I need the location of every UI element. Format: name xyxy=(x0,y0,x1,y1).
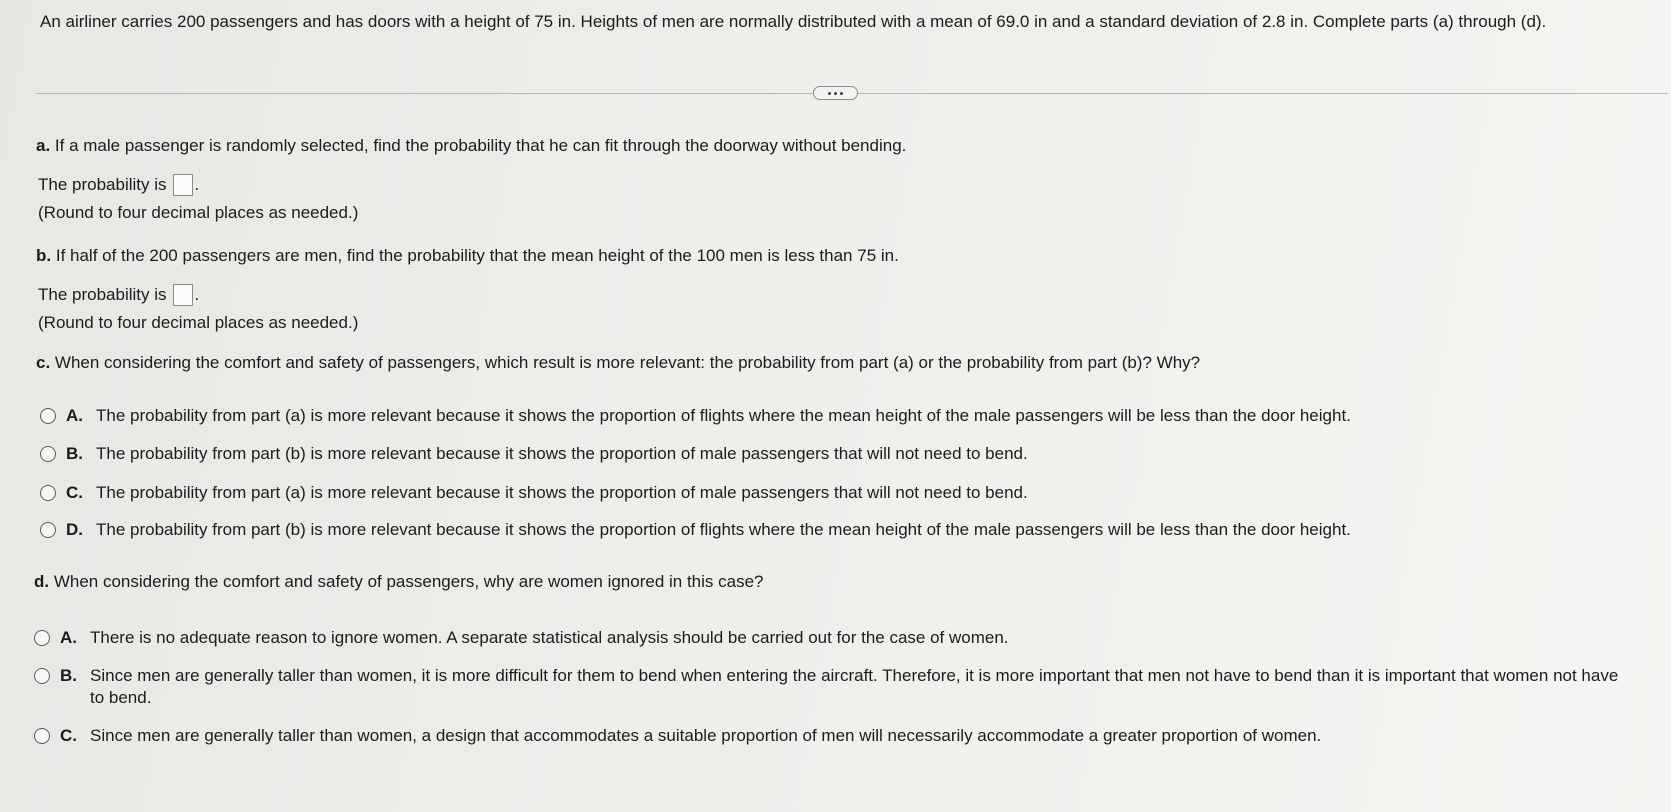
option-letter: C. xyxy=(60,726,77,745)
radio-button[interactable] xyxy=(34,630,50,646)
option-text: The probability from part (a) is more relevant because it shows the proportion of flights where the mean height of the male passengers will be less than the door height. xyxy=(96,406,1351,425)
option-text: Since men are generally taller than women, a design that accommodates a suitable proportion of men will necessarily accommodate a greater proportion of women. xyxy=(90,726,1322,745)
part-c-option-d[interactable] xyxy=(40,519,1600,541)
part-c-option-a[interactable] xyxy=(40,405,1600,427)
option-text: The probability from part (b) is more relevant because it shows the proportion of flights where the mean height of the male passengers will be less than the door height. xyxy=(96,520,1351,539)
part-b-answer-prefix: The probability is xyxy=(38,285,167,304)
dot-icon xyxy=(834,92,837,95)
radio-button[interactable] xyxy=(40,408,56,424)
option-letter: A. xyxy=(60,628,77,647)
option-letter: B. xyxy=(60,666,77,685)
part-d-question xyxy=(34,571,764,593)
option-letter: B. xyxy=(66,444,83,463)
part-b-question-text: If half of the 200 passengers are men, find the probability that the mean height of the 100 men is less than 75 in. xyxy=(55,246,899,265)
part-b-letter: b. xyxy=(36,246,52,265)
option-letter: C. xyxy=(66,483,83,502)
part-d-option-a[interactable] xyxy=(34,627,1634,649)
part-b-answer-line: The probability is . xyxy=(38,285,200,304)
radio-button[interactable] xyxy=(34,668,50,684)
radio-button[interactable] xyxy=(34,728,50,744)
radio-button[interactable] xyxy=(40,522,56,538)
part-c-question-text: When considering the comfort and safety of passengers, which result is more relevant: the probability from part (a) or the probability from part (b)? Why? xyxy=(54,353,1201,372)
radio-button[interactable] xyxy=(40,485,56,501)
part-c-question xyxy=(36,352,1200,374)
part-a-question xyxy=(36,135,906,157)
part-d-question-text: When considering the comfort and safety of passengers, why are women ignored in this case? xyxy=(53,572,764,591)
part-a-round-note: (Round to four decimal places as needed.) xyxy=(38,203,359,222)
part-c-option-b[interactable] xyxy=(40,443,1600,465)
part-a-answer-line: The probability is . xyxy=(38,175,200,194)
part-d-letter: d. xyxy=(34,572,50,591)
dot-icon xyxy=(828,92,831,95)
option-letter: D. xyxy=(66,520,83,539)
part-a-question-text: If a male passenger is randomly selected, find the probability that he can fit through the doorway without bending. xyxy=(54,136,907,155)
option-letter: A. xyxy=(66,406,83,425)
part-d-option-b[interactable] xyxy=(34,665,1634,709)
part-b-answer-input[interactable] xyxy=(173,284,193,306)
radio-button[interactable] xyxy=(40,446,56,462)
part-c-letter: c. xyxy=(36,353,51,372)
option-text: The probability from part (a) is more relevant because it shows the proportion of male passengers that will not need to bend. xyxy=(96,483,1028,502)
part-b-round-note: (Round to four decimal places as needed.) xyxy=(38,313,359,332)
part-c-option-c[interactable] xyxy=(40,482,1600,504)
part-a-answer-input[interactable] xyxy=(173,174,193,196)
part-a-letter: a. xyxy=(36,136,51,155)
part-a-answer-prefix: The probability is xyxy=(38,175,167,194)
option-text: Since men are generally taller than women, it is more difficult for them to bend when entering the aircraft. Therefore, it is more important that men not have to bend than it is important that women not have to bend. xyxy=(90,666,1619,707)
part-d-option-c[interactable] xyxy=(34,725,1634,747)
part-b-question xyxy=(36,245,899,267)
dot-icon xyxy=(840,92,843,95)
problem-statement: An airliner carries 200 passengers and has doors with a height of 75 in. Heights of men are normally distributed with a mean of 69.0 in and a standard deviation of 2.8 in. Complete parts (a) through (d). xyxy=(40,12,1547,31)
more-options-button[interactable] xyxy=(813,86,858,100)
option-text: There is no adequate reason to ignore women. A separate statistical analysis should be carried out for the case of women. xyxy=(90,628,1009,647)
option-text: The probability from part (b) is more relevant because it shows the proportion of male passengers that will not need to bend. xyxy=(96,444,1028,463)
